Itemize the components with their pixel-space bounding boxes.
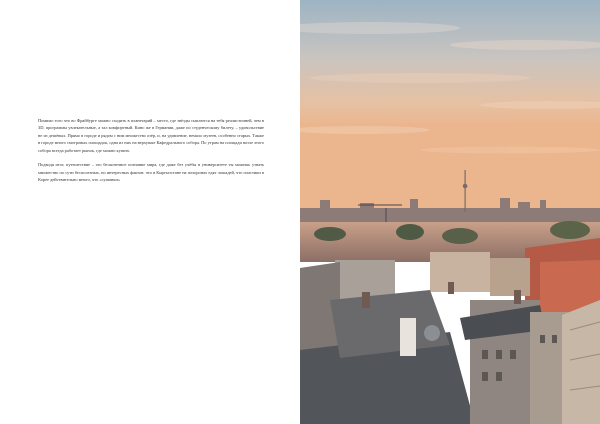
right-page-photo <box>300 0 600 424</box>
beige-building <box>430 252 490 292</box>
satellite-dish <box>424 325 440 341</box>
article-paragraph-2: Подводя итог, путешествие – это бесконечное познание мира, где даже без учёбы в университете ты можешь узнать множество по сути бесполезных, но интересных фактов: что в Кыргызстане на похоронах едят лошадей, что пластики в Корее действительно много, что «сушанки» <box>38 162 264 183</box>
city-rooftops-photo <box>300 0 600 424</box>
article-paragraph-1: Помимо того что во Фрайбурге можно сходить в планетарий – место, где звёзды сыплются на тебя реалистичней, чем в 3D, программы увлекательные, а зал комфортный. Кино же в Германии, даже по студенческому билету, – удовольствие не из дешёвых. Прямо в городе и рядом с ним множество озёр, и, на удивление, немало музеев, особенно старых. Также в городе много смотровых площадок, одна из них на верхушке Кафедрального собора. По утрам на площади возле этого собора всегда работает рынок, где можно купить <box>38 118 264 153</box>
foreground-facade-right <box>562 300 600 424</box>
article-text <box>38 117 264 191</box>
building-middle <box>490 258 530 296</box>
rooftop-door <box>400 318 416 356</box>
sky <box>300 0 600 230</box>
